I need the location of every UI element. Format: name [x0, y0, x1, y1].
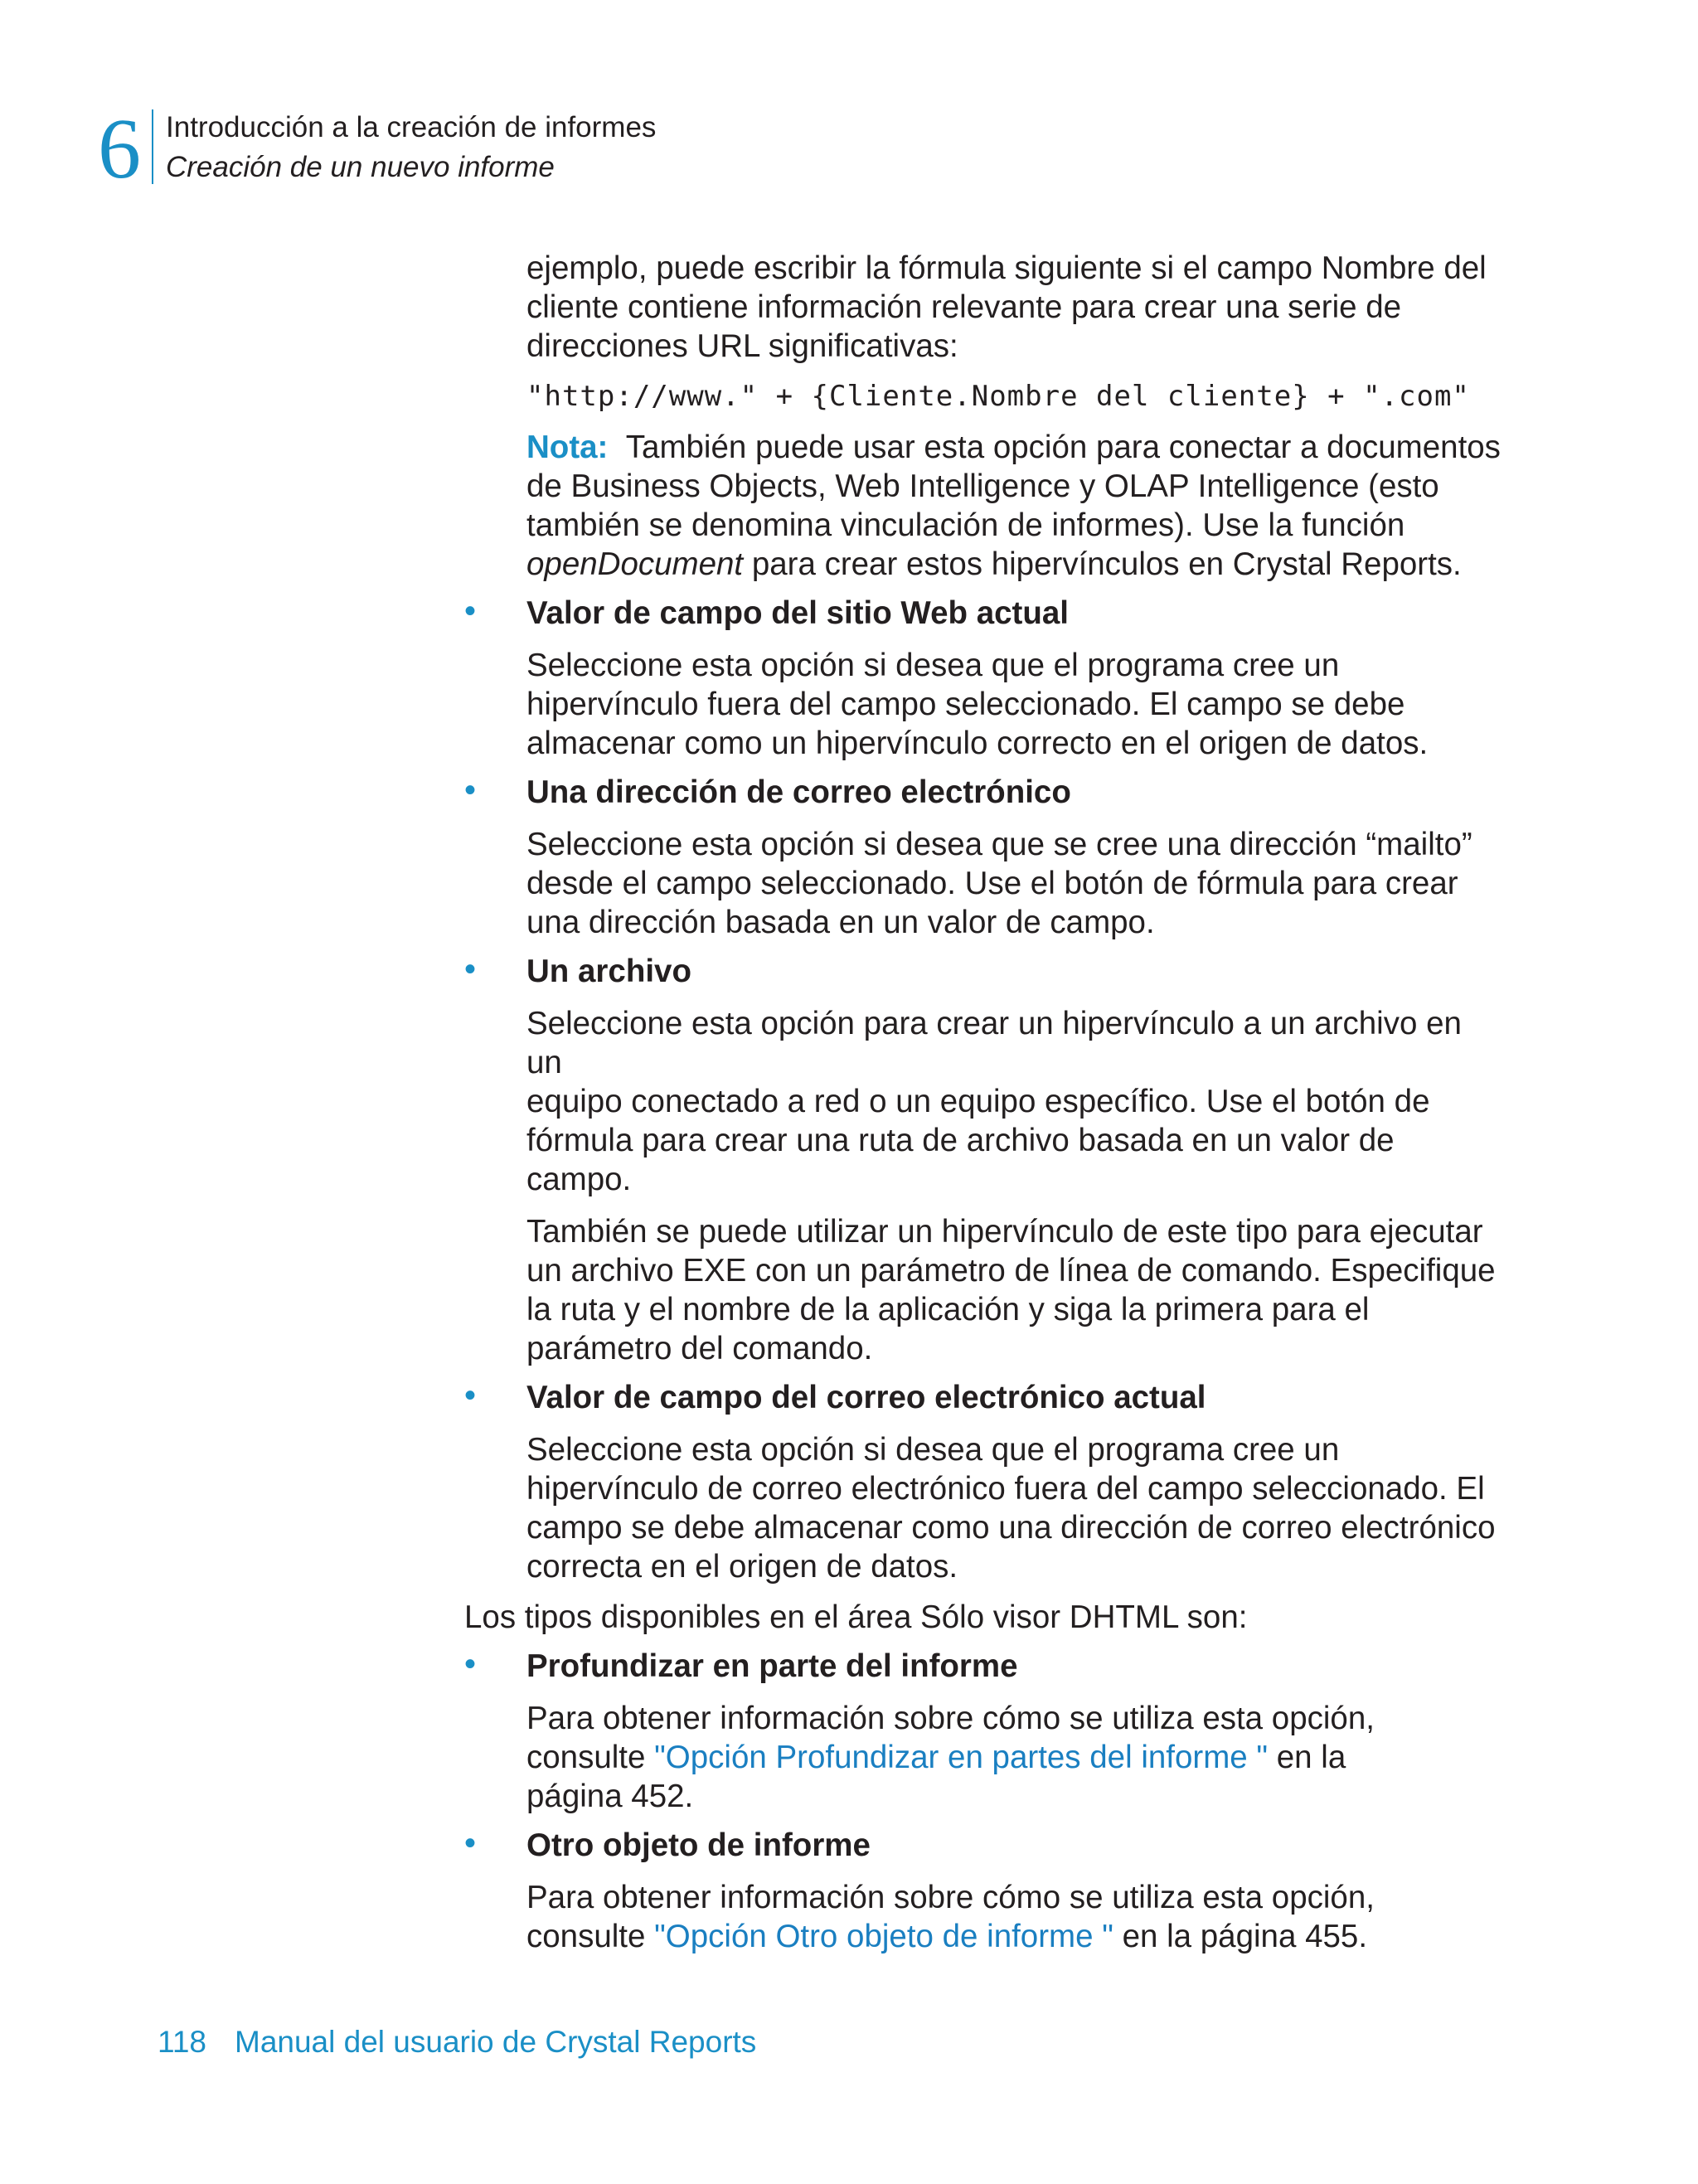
text-line: para crear estos hipervínculos en Crystal Reports. [743, 546, 1462, 582]
bullet-description [526, 646, 1501, 763]
text-line: consulte [526, 1919, 655, 1954]
text-line: campo se debe almacenar como una dirección de correo electrónico [526, 1510, 1496, 1546]
note-paragraph [526, 428, 1501, 584]
dhtml-intro: Los tipos disponibles en el área Sólo visor DHTML son: [464, 1599, 1248, 1635]
list-item [464, 594, 1501, 763]
bullet-title: Otro objeto de informe [526, 1827, 871, 1863]
text-line: hipervínculo fuera del campo seleccionado. El campo se debe [526, 687, 1405, 722]
text-line: Para obtener información sobre cómo se utiliza esta opción, [526, 1880, 1375, 1915]
bullet-icon: • [464, 1646, 477, 1682]
text-line: en la [1268, 1740, 1346, 1775]
cross-reference-link[interactable]: "Opción Otro objeto de informe " [654, 1919, 1113, 1954]
text-line: Seleccione esta opción si desea que se cree una dirección “mailto” [526, 827, 1472, 862]
text-line: Seleccione esta opción si desea que el programa cree un [526, 1432, 1340, 1468]
note-label: Nota: [526, 430, 609, 465]
bullet-icon: • [464, 1377, 477, 1414]
text-line: parámetro del comando. [526, 1331, 873, 1366]
bullet-title: Profundizar en parte del informe [526, 1648, 1018, 1684]
chapter-number: 6 [98, 101, 141, 197]
bullet-description [526, 1699, 1501, 1816]
bullet-title: Valor de campo del sitio Web actual [526, 595, 1069, 631]
bullet-icon: • [464, 772, 477, 808]
text-line: Seleccione esta opción para crear un hipervínculo a un archivo en un [526, 1006, 1462, 1080]
bullet-description [526, 1430, 1501, 1586]
bullet-description [526, 1212, 1501, 1368]
text-line: direcciones URL significativas: [526, 328, 958, 364]
text-line: equipo conectado a red o un equipo específico. Use el botón de [526, 1084, 1430, 1119]
list-item [464, 1647, 1501, 1816]
text-line: Seleccione esta opción si desea que el programa cree un [526, 648, 1340, 683]
text-line: en la página 455. [1113, 1919, 1368, 1954]
text-line: un archivo EXE con un parámetro de línea de comando. Especifique [526, 1253, 1496, 1289]
bullet-icon: • [464, 951, 477, 988]
text-line: desde el campo seleccionado. Use el botón de fórmula para crear [526, 866, 1458, 901]
text-line: ejemplo, puede escribir la fórmula siguiente si el campo Nombre del [526, 250, 1487, 286]
text-line: correcta en el origen de datos. [526, 1549, 958, 1585]
list-item [464, 1378, 1501, 1586]
cross-reference-link[interactable]: "Opción Profundizar en partes del informe " [654, 1740, 1269, 1775]
text-line: Para obtener información sobre cómo se utiliza esta opción, [526, 1701, 1375, 1736]
bullet-title: Un archivo [526, 954, 691, 989]
text-line: fórmula para crear una ruta de archivo basada en un valor de campo. [526, 1123, 1395, 1197]
bullet-icon: • [464, 1825, 477, 1861]
page-content [464, 249, 1501, 1956]
list-item [464, 952, 1501, 1368]
code-example: "http://www." + {Cliente.Nombre del cliente} + ".com" [526, 380, 1470, 413]
intro-paragraph [526, 249, 1501, 366]
text-line: consulte [526, 1740, 655, 1775]
manual-title: Manual del usuario de Crystal Reports [235, 2025, 757, 2059]
chapter-title: Introducción a la creación de informes [166, 111, 657, 143]
text-line: cliente contiene información relevante para crear una serie de [526, 289, 1402, 325]
bullet-description [526, 1004, 1501, 1199]
bullet-title: Valor de campo del correo electrónico actual [526, 1380, 1206, 1415]
text-line: hipervínculo de correo electrónico fuera del campo seleccionado. El [526, 1471, 1485, 1507]
function-name: openDocument [526, 546, 744, 582]
page-number: 118 [158, 2025, 206, 2059]
text-line: También puede usar esta opción para conectar a documentos [625, 430, 1501, 465]
list-item [464, 773, 1501, 942]
text-line: página 452. [526, 1779, 694, 1814]
bullet-icon: • [464, 593, 477, 629]
page-footer [158, 2025, 756, 2060]
text-line: de Business Objects, Web Intelligence y OLAP Intelligence (esto [526, 468, 1439, 504]
bullet-description [526, 1878, 1501, 1956]
text-line: También se puede utilizar un hipervínculo de este tipo para ejecutar [526, 1214, 1483, 1250]
text-line: almacenar como un hipervínculo correcto en el origen de datos. [526, 726, 1429, 761]
text-line: la ruta y el nombre de la aplicación y siga la primera para el [526, 1292, 1370, 1327]
bullet-description [526, 825, 1501, 942]
section-title: Creación de un nuevo informe [166, 151, 555, 183]
text-line: también se denomina vinculación de informes). Use la función [526, 507, 1405, 543]
text-line: una dirección basada en un valor de campo. [526, 905, 1155, 940]
list-item [464, 1826, 1501, 1956]
header-divider [152, 109, 153, 184]
bullet-title: Una dirección de correo electrónico [526, 774, 1071, 810]
